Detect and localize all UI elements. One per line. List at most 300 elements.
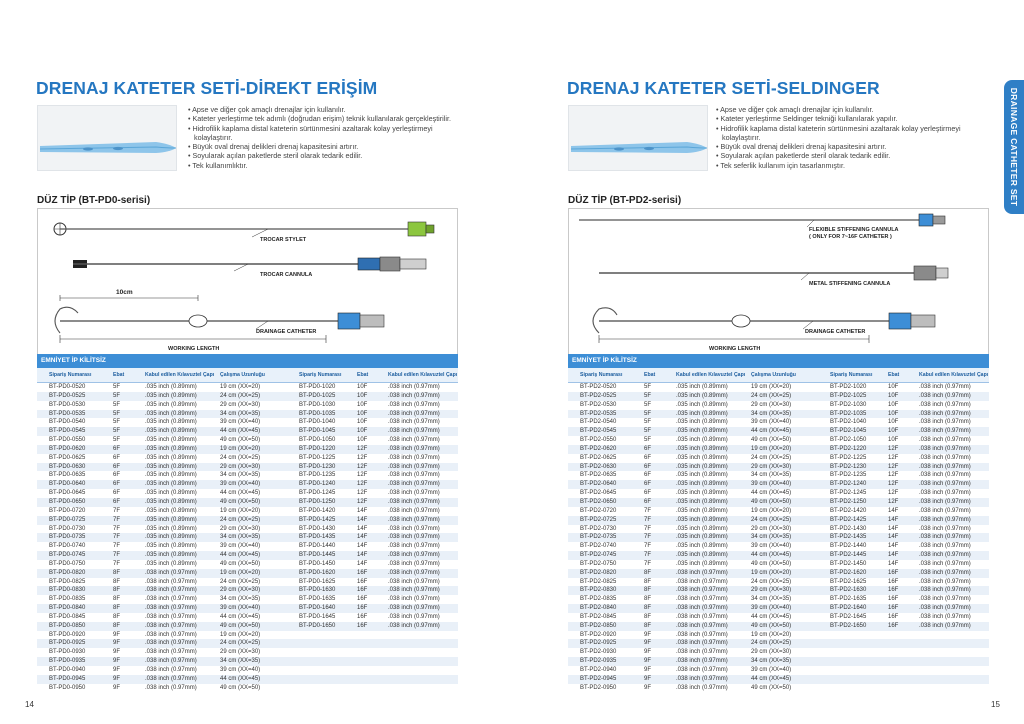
table-cell: 14F (357, 507, 368, 514)
table-cell: BT-PD0-1250 (299, 498, 336, 505)
table-row (568, 675, 989, 684)
table-cell: 16F (888, 578, 899, 585)
table-cell: BT-PD2-0840 (580, 605, 617, 612)
table-cell: .038 inch (0.97mm) (919, 454, 971, 461)
table-cell: BT-PD2-1240 (830, 481, 867, 488)
table-cell: .038 inch (0.97mm) (388, 507, 440, 514)
table-cell: .038 inch (0.97mm) (388, 384, 440, 390)
table-row (37, 533, 458, 542)
table-row (37, 445, 458, 454)
feature-item: • Apse ve diğer çok amaçlı drenajlar için kullanılır. (716, 105, 981, 114)
header-cell: Ebat (113, 372, 125, 378)
table-cell: BT-PD0-0940 (49, 667, 86, 673)
table-cell: 14F (357, 552, 368, 559)
table-cell: BT-PD2-0540 (580, 419, 617, 426)
table-cell: BT-PD2-0935 (580, 658, 617, 665)
table-cell: .038 inch (0.97mm) (388, 578, 440, 585)
table-cell: .038 inch (0.97mm) (919, 534, 971, 541)
table-cell: 8F (113, 613, 121, 620)
table-cell: 24 cm (XX=25) (751, 578, 792, 585)
table-cell: .038 inch (0.97mm) (676, 622, 728, 629)
table-cell: 8F (113, 605, 121, 612)
table-cell: BT-PD0-1620 (299, 569, 336, 576)
table-cell: BT-PD0-0625 (49, 454, 86, 461)
table-cell: BT-PD0-0545 (49, 428, 86, 435)
table-cell: BT-PD0-0845 (49, 613, 86, 620)
table-cell: 24 cm (XX=25) (751, 516, 792, 523)
table-cell: .038 inch (0.97mm) (676, 569, 728, 576)
table-cell: BT-PD0-1230 (299, 463, 336, 470)
feature-item: • Apse ve diğer çok amaçlı drenajlar için kullanılır. (188, 105, 453, 114)
table-cell: 12F (888, 481, 899, 488)
table-row (37, 666, 458, 675)
table-cell: BT-PD0-1445 (299, 552, 336, 559)
table-cell: .038 inch (0.97mm) (676, 675, 728, 682)
table-cell: BT-PD2-1250 (830, 498, 867, 505)
table-cell: 39 cm (XX=40) (751, 605, 792, 612)
side-tab[interactable] (1004, 80, 1024, 214)
table-cell: 29 cm (XX=30) (220, 587, 261, 594)
table-cell: BT-PD2-1035 (830, 410, 867, 417)
table-cell: 34 cm (XX=35) (751, 658, 792, 665)
table-cell: 5F (644, 392, 652, 399)
table-cell: 29 cm (XX=30) (751, 525, 792, 532)
label-trocar-stylet: TROCAR STYLET (260, 237, 307, 243)
table-cell: 7F (644, 560, 652, 567)
table-cell: 19 cm (XX=20) (751, 384, 792, 390)
table-cell: 19 cm (XX=20) (751, 631, 792, 638)
table-row (37, 410, 458, 419)
table-cell: BT-PD2-0545 (580, 428, 617, 435)
table-row (568, 613, 989, 622)
table-cell: 49 cm (XX=50) (751, 560, 792, 567)
header-cell: Kabul edilen Kılavuztel Çapı (676, 372, 746, 378)
table-cell: .038 inch (0.97mm) (676, 658, 728, 665)
table-cell: 16F (888, 605, 899, 612)
table-cell: BT-PD0-0530 (49, 401, 86, 408)
table-cell: BT-PD2-0620 (580, 445, 617, 452)
table-header (37, 368, 458, 383)
table-cell: 10F (888, 428, 899, 435)
table-row (37, 684, 458, 693)
table-cell: .035 inch (0.89mm) (676, 498, 728, 505)
table-row (568, 560, 989, 569)
table-row (37, 622, 458, 631)
table-cell: BT-PD0-0745 (49, 552, 86, 559)
table-row (568, 507, 989, 516)
table-row (568, 595, 989, 604)
table-cell: 7F (113, 516, 121, 523)
table-cell: 16F (357, 622, 368, 629)
table-cell: 14F (357, 534, 368, 541)
table-cell: BT-PD2-1425 (830, 516, 867, 523)
product-diagram (37, 208, 458, 354)
table-cell: .038 inch (0.97mm) (145, 622, 197, 629)
table-cell: BT-PD2-1435 (830, 534, 867, 541)
table-cell: 8F (644, 587, 652, 594)
table-cell: .035 inch (0.89mm) (676, 401, 728, 408)
table-row (37, 542, 458, 551)
table-cell: BT-PD0-0535 (49, 410, 86, 417)
table-cell: BT-PD0-1425 (299, 516, 336, 523)
table-cell: 44 cm (XX=45) (751, 675, 792, 682)
table-cell: BT-PD2-1450 (830, 560, 867, 567)
table-cell: .038 inch (0.97mm) (388, 437, 440, 444)
table-cell: 9F (644, 649, 652, 656)
table-cell: .038 inch (0.97mm) (145, 649, 197, 656)
table-cell: BT-PD2-0950 (580, 684, 617, 691)
table-cell: .038 inch (0.97mm) (919, 481, 971, 488)
table-cell: BT-PD2-1230 (830, 463, 867, 470)
table-cell: .038 inch (0.97mm) (388, 560, 440, 567)
table-cell: .038 inch (0.97mm) (388, 534, 440, 541)
table-cell: .038 inch (0.97mm) (676, 631, 728, 638)
table-row (568, 489, 989, 498)
table-cell: BT-PD2-1020 (830, 384, 867, 390)
table-cell: BT-PD2-1220 (830, 445, 867, 452)
table-cell: 10F (888, 392, 899, 399)
table-cell: BT-PD0-0925 (49, 640, 86, 647)
table-cell: .038 inch (0.97mm) (919, 428, 971, 435)
table-row (37, 648, 458, 657)
table-cell: BT-PD0-1030 (299, 401, 336, 408)
table-cell: .038 inch (0.97mm) (145, 587, 197, 594)
table-cell: BT-PD2-1650 (830, 622, 867, 629)
table-cell: 49 cm (XX=50) (220, 684, 261, 691)
table-cell: .038 inch (0.97mm) (919, 525, 971, 532)
table-cell: .035 inch (0.89mm) (676, 384, 728, 390)
table-cell: 14F (357, 525, 368, 532)
table-cell: .038 inch (0.97mm) (676, 649, 728, 656)
section-subtitle: DÜZ TİP (BT-PD2-serisi) (568, 195, 682, 206)
table-cell: 44 cm (XX=45) (751, 428, 792, 435)
table-row (568, 383, 989, 392)
table-cell: 12F (357, 454, 368, 461)
table-cell: 12F (357, 490, 368, 497)
table-cell: .038 inch (0.97mm) (145, 675, 197, 682)
catheter-image (569, 106, 709, 172)
table-cell: .035 inch (0.89mm) (676, 560, 728, 567)
table-row (568, 569, 989, 578)
table-cell: 10F (888, 419, 899, 426)
table-cell: 14F (357, 543, 368, 550)
table-cell: 16F (888, 587, 899, 594)
table-cell: 39 cm (XX=40) (751, 543, 792, 550)
table-cell: .038 inch (0.97mm) (388, 552, 440, 559)
table-cell: BT-PD0-0930 (49, 649, 86, 656)
table-cell: 16F (357, 613, 368, 620)
table-cell: 12F (888, 490, 899, 497)
table-cell: .038 inch (0.97mm) (388, 481, 440, 488)
table-cell: .035 inch (0.89mm) (676, 525, 728, 532)
table-row (37, 436, 458, 445)
table-cell: 7F (644, 525, 652, 532)
table-cell: 6F (113, 463, 121, 470)
table-cell: BT-PD0-0620 (49, 445, 86, 452)
header-cell: Kabul edilen Kılavuztel Çapı (388, 372, 458, 378)
table-cell: 24 cm (XX=25) (220, 392, 261, 399)
table-cell: 5F (113, 392, 121, 399)
table-cell: 9F (113, 675, 121, 682)
table-cell: 5F (644, 401, 652, 408)
table-cell: BT-PD0-1630 (299, 587, 336, 594)
table-cell: .038 inch (0.97mm) (145, 605, 197, 612)
table-row (37, 401, 458, 410)
table-cell: BT-PD2-0740 (580, 543, 617, 550)
table-cell: BT-PD0-1025 (299, 392, 336, 399)
table-cell: 24 cm (XX=25) (220, 516, 261, 523)
table-cell: .038 inch (0.97mm) (919, 516, 971, 523)
table-row (568, 392, 989, 401)
table-cell: 12F (888, 498, 899, 505)
table-cell: BT-PD2-0750 (580, 560, 617, 567)
table-cell: BT-PD2-0720 (580, 507, 617, 514)
table-cell: 34 cm (XX=35) (220, 534, 261, 541)
table-cell: 34 cm (XX=35) (220, 658, 261, 665)
table-cell: 49 cm (XX=50) (751, 498, 792, 505)
table-cell: BT-PD2-0550 (580, 437, 617, 444)
table-cell: 24 cm (XX=25) (751, 392, 792, 399)
table-row (37, 427, 458, 436)
table-cell: BT-PD0-1220 (299, 445, 336, 452)
table-cell: .035 inch (0.89mm) (676, 454, 728, 461)
table-cell: 24 cm (XX=25) (220, 640, 261, 647)
table-cell: 39 cm (XX=40) (751, 481, 792, 488)
table-cell: BT-PD2-1030 (830, 401, 867, 408)
table-cell: BT-PD0-1435 (299, 534, 336, 541)
table-cell: 5F (113, 384, 121, 390)
table-cell: BT-PD2-0835 (580, 596, 617, 603)
table-cell: .035 inch (0.89mm) (145, 552, 197, 559)
table-cell: BT-PD0-1040 (299, 419, 336, 426)
table-row (568, 684, 989, 693)
side-tab-label: DRAINAGE CATHETER SET (1009, 87, 1019, 207)
table-row (568, 657, 989, 666)
table-row (568, 639, 989, 648)
table-cell: BT-PD0-0730 (49, 525, 86, 532)
table-cell: .038 inch (0.97mm) (919, 613, 971, 620)
table-header (568, 368, 989, 383)
table-cell: .038 inch (0.97mm) (145, 658, 197, 665)
table-cell: 6F (644, 481, 652, 488)
table-cell: .035 inch (0.89mm) (145, 392, 197, 399)
table-cell: 5F (113, 419, 121, 426)
table-cell: 10F (888, 410, 899, 417)
table-cell: 5F (113, 401, 121, 408)
table-cell: 5F (644, 419, 652, 426)
table-cell: BT-PD0-1035 (299, 410, 336, 417)
table-cell: BT-PD2-0920 (580, 631, 617, 638)
feature-item: • Kateter yerleştirme tek adımlı (doğrudan erişim) teknik kullanılarak gerçekleştirilir. (188, 114, 453, 123)
table-row (568, 533, 989, 542)
table-cell: .035 inch (0.89mm) (145, 419, 197, 426)
table-cell: .035 inch (0.89mm) (145, 384, 197, 390)
table-cell: BT-PD2-0650 (580, 498, 617, 505)
header-cell: Ebat (644, 372, 656, 378)
page-title: DRENAJ KATETER SETİ-SELDINGER (567, 78, 880, 98)
table-cell: .035 inch (0.89mm) (145, 437, 197, 444)
table-cell: .035 inch (0.89mm) (145, 401, 197, 408)
table-cell: 14F (888, 516, 899, 523)
table-cell: 16F (888, 613, 899, 620)
header-cell: Kabul edilen Kılavuztel Çapı (145, 372, 215, 378)
table-cell: 8F (644, 613, 652, 620)
table-cell: 6F (644, 445, 652, 452)
table-cell: 5F (644, 437, 652, 444)
table-cell: .038 inch (0.97mm) (388, 490, 440, 497)
feature-item: • Tek kullanımlıktır. (188, 161, 453, 170)
table-cell: .038 inch (0.97mm) (145, 667, 197, 673)
feature-item: • Tek seferlik kullanım için tasarlanmıştır. (716, 161, 981, 170)
table-cell: BT-PD0-1240 (299, 481, 336, 488)
table-row (568, 604, 989, 613)
table-cell: .038 inch (0.97mm) (388, 463, 440, 470)
table-cell: 44 cm (XX=45) (751, 552, 792, 559)
table-cell: 6F (644, 472, 652, 479)
table-cell: BT-PD0-0825 (49, 578, 86, 585)
table-cell: 34 cm (XX=35) (751, 472, 792, 479)
table-cell: BT-PD0-1430 (299, 525, 336, 532)
table-row (37, 454, 458, 463)
table-cell: BT-PD0-0935 (49, 658, 86, 665)
table-cell: BT-PD0-0820 (49, 569, 86, 576)
table-cell: .038 inch (0.97mm) (388, 401, 440, 408)
table-row (37, 516, 458, 525)
table-cell: .035 inch (0.89mm) (676, 419, 728, 426)
table-cell: BT-PD2-0640 (580, 481, 617, 488)
table-cell: .038 inch (0.97mm) (388, 498, 440, 505)
table-row (37, 604, 458, 613)
table-cell: .035 inch (0.89mm) (676, 472, 728, 479)
table-cell: 10F (357, 392, 368, 399)
table-cell: .038 inch (0.97mm) (388, 622, 440, 629)
table-row (37, 631, 458, 640)
table-cell: 5F (113, 428, 121, 435)
header-cell: Sipariş Numarası (830, 372, 873, 378)
table-cell: .038 inch (0.97mm) (919, 445, 971, 452)
table-cell: 19 cm (XX=20) (220, 445, 261, 452)
table-cell: 5F (644, 410, 652, 417)
table-cell: BT-PD2-1625 (830, 578, 867, 585)
table-row (568, 498, 989, 507)
table-cell: 7F (113, 534, 121, 541)
table-cell: .035 inch (0.89mm) (145, 463, 197, 470)
page-number: 14 (25, 700, 34, 709)
table-cell: 29 cm (XX=30) (220, 463, 261, 470)
table-cell: .035 inch (0.89mm) (145, 410, 197, 417)
table-cell: .035 inch (0.89mm) (676, 410, 728, 417)
table-cell: 7F (113, 560, 121, 567)
table-cell: 10F (357, 410, 368, 417)
label-drainage-catheter: DRAINAGE CATHETER (805, 329, 866, 335)
table-cell: .035 inch (0.89mm) (676, 445, 728, 452)
table-cell: 9F (113, 640, 121, 647)
table-cell: 8F (113, 578, 121, 585)
table-cell: 39 cm (XX=40) (751, 419, 792, 426)
table-cell: .038 inch (0.97mm) (388, 525, 440, 532)
table-cell: .038 inch (0.97mm) (919, 605, 971, 612)
table-cell: BT-PD0-0945 (49, 675, 86, 682)
table-cell: BT-PD2-0735 (580, 534, 617, 541)
table-cell: BT-PD2-0925 (580, 640, 617, 647)
table-cell: 12F (357, 472, 368, 479)
table-cell: 5F (113, 410, 121, 417)
table-cell: .038 inch (0.97mm) (919, 472, 971, 479)
section-subtitle: DÜZ TİP (BT-PD0-serisi) (37, 195, 151, 206)
table-cell: 14F (357, 516, 368, 523)
table-cell: 12F (357, 481, 368, 488)
table-cell: .035 inch (0.89mm) (145, 490, 197, 497)
table-cell: 39 cm (XX=40) (751, 667, 792, 673)
table-cell: 6F (644, 463, 652, 470)
table-cell: 19 cm (XX=20) (220, 507, 261, 514)
table-cell: 7F (644, 507, 652, 514)
header-cell: Ebat (357, 372, 369, 378)
table-row (37, 507, 458, 516)
table-cell: 9F (644, 667, 652, 673)
table-cell: .038 inch (0.97mm) (919, 578, 971, 585)
table-cell: BT-PD2-1225 (830, 454, 867, 461)
table-cell: BT-PD0-0835 (49, 596, 86, 603)
table-cell: BT-PD2-0930 (580, 649, 617, 656)
header-cell: Sipariş Numarası (299, 372, 342, 378)
table-cell: BT-PD2-1620 (830, 569, 867, 576)
table-cell: 7F (644, 543, 652, 550)
table-row (568, 471, 989, 480)
table-cell: .035 inch (0.89mm) (676, 490, 728, 497)
table-title: EMNİYET İP KİLİTSİZ (37, 354, 458, 368)
table-cell: 29 cm (XX=30) (751, 587, 792, 594)
table-row (37, 525, 458, 534)
table-cell: .035 inch (0.89mm) (676, 543, 728, 550)
page-right (512, 0, 1024, 724)
table-row (37, 392, 458, 401)
page-number: 15 (991, 700, 1000, 709)
table-cell: .038 inch (0.97mm) (919, 463, 971, 470)
table-cell: .035 inch (0.89mm) (145, 516, 197, 523)
table-row (568, 418, 989, 427)
table-cell: BT-PD0-0740 (49, 543, 86, 550)
table-cell: 29 cm (XX=30) (220, 649, 261, 656)
table-cell: .038 inch (0.97mm) (676, 667, 728, 673)
table-cell: 49 cm (XX=50) (220, 622, 261, 629)
table-cell: .038 inch (0.97mm) (388, 587, 440, 594)
table-cell: 16F (357, 569, 368, 576)
table-cell: 9F (644, 684, 652, 691)
feature-item: • Soyularak açılan paketlerde steril olarak tedarik edilir. (188, 151, 453, 160)
table-cell: 10F (888, 401, 899, 408)
page-title: DRENAJ KATETER SETİ-DİREKT ERİŞİM (36, 78, 378, 98)
table-cell: 49 cm (XX=50) (220, 498, 261, 505)
table-row (568, 463, 989, 472)
table-cell: .038 inch (0.97mm) (388, 613, 440, 620)
label-metal-stiffening: METAL STIFFENING CANNULA (809, 281, 891, 287)
table-cell: 9F (113, 631, 121, 638)
table-row (568, 666, 989, 675)
table-cell: BT-PD2-0830 (580, 587, 617, 594)
table-row (568, 427, 989, 436)
table-cell: .038 inch (0.97mm) (919, 587, 971, 594)
catheter-image (38, 106, 178, 172)
table-cell: 7F (113, 543, 121, 550)
table-cell: BT-PD0-0830 (49, 587, 86, 594)
table-cell: 29 cm (XX=30) (751, 401, 792, 408)
label-10cm: 10cm (116, 289, 133, 296)
table-cell: .035 inch (0.89mm) (145, 481, 197, 488)
table-cell: 14F (888, 543, 899, 550)
table-cell: 9F (644, 675, 652, 682)
table-cell: .038 inch (0.97mm) (145, 640, 197, 647)
